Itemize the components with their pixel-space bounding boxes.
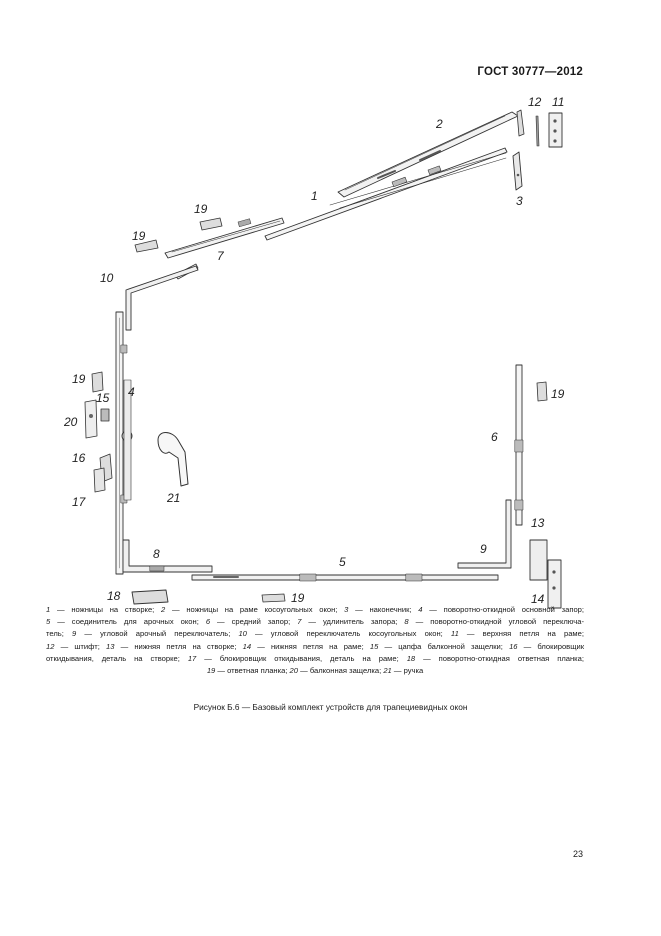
label-10: 10	[100, 271, 114, 285]
label-1: 1	[311, 189, 318, 203]
part-14-bottom-frame-hinge	[548, 560, 561, 608]
label-19-top: 19	[194, 202, 208, 216]
legend-item-number: 20	[289, 666, 298, 676]
part-19-striker-bottom	[262, 594, 285, 602]
legend-row	[46, 616, 584, 628]
label-9: 9	[480, 542, 487, 556]
label-19-left: 19	[72, 372, 86, 386]
part-1-sash-scissors	[265, 148, 507, 240]
part-6-middle-lock	[515, 365, 523, 525]
legend-item-number: 13	[105, 641, 115, 651]
figure-caption: Рисунок Б.6 — Базовый комплект устройств для трапециевидных окон	[193, 702, 468, 712]
legend-item-text: — балконная защелка;	[298, 666, 384, 676]
legend-item-text: — средний запор;	[210, 617, 298, 627]
label-17: 17	[72, 495, 86, 509]
legend-item-text: — блокировщик	[517, 641, 585, 651]
legend-item-number: 17	[187, 653, 197, 663]
legend-item-text: — удлинитель запора;	[301, 617, 405, 627]
legend-row	[46, 604, 584, 616]
label-19-bottom: 19	[291, 591, 305, 605]
part-18-striker-plate	[132, 590, 168, 604]
legend-item-text: — угловой переключатель косоугольных окон;	[246, 629, 451, 639]
label-12: 12	[528, 95, 542, 109]
legend-row	[46, 653, 584, 665]
legend-item-number: 18	[406, 653, 416, 663]
legend-item-text: — штифт;	[54, 641, 106, 651]
legend-item-number: 19	[206, 666, 216, 676]
part-5-connector	[192, 574, 498, 581]
label-14: 14	[531, 592, 545, 606]
part-11-top-frame-hinge	[549, 113, 562, 147]
legend-item-number: 12	[46, 641, 55, 651]
label-11: 11	[552, 95, 565, 109]
legend-item-number: 9	[72, 629, 77, 639]
part-19-striker-top	[135, 218, 222, 252]
label-19-upper-left: 19	[132, 229, 146, 243]
legend-item-text: — поворотно-откидной основной запор;	[422, 605, 584, 614]
standard-number: ГОСТ 30777—2012	[477, 66, 583, 78]
part-3-end-cap	[513, 152, 522, 190]
part-4-main-lock	[116, 312, 132, 574]
part-10-corner-switch	[126, 266, 198, 330]
legend-item-text: — угловой арочный переключатель;	[76, 629, 239, 639]
legend-item-number: 10	[238, 629, 247, 639]
legend-row	[46, 628, 584, 640]
label-6: 6	[491, 430, 498, 444]
legend-item-number: 11	[450, 629, 459, 639]
legend-item-number: 21	[383, 666, 392, 676]
part-20-balcony-catch	[85, 400, 97, 438]
legend-item-text: — ножницы на створке;	[50, 605, 162, 614]
legend-item-number: 7	[297, 617, 302, 627]
label-5: 5	[339, 555, 346, 569]
label-4: 4	[128, 385, 135, 399]
legend-item-text: — ножницы на раме косоугольных окон;	[165, 605, 345, 614]
legend-item-text: — нижняя петля на створке;	[114, 641, 243, 651]
part-13-bottom-sash-hinge	[530, 540, 547, 580]
legend-row	[46, 641, 584, 653]
part-21-handle	[158, 433, 188, 487]
legend-item-text: откидывания, деталь на створке;	[46, 653, 188, 663]
legend-item-number: 16	[509, 641, 518, 651]
label-7: 7	[217, 249, 224, 263]
legend-item-text: — поворотно-откидная ответная планка;	[415, 653, 585, 663]
label-3: 3	[516, 194, 523, 208]
part-19-striker-left	[92, 372, 103, 392]
legend-item-number: 15	[369, 641, 379, 651]
legend-row	[46, 665, 584, 677]
legend-item-number: 1	[46, 605, 51, 614]
label-18: 18	[107, 589, 121, 603]
legend-item-number: 14	[242, 641, 252, 651]
legend-item-text: — нижняя петля на раме;	[251, 641, 370, 651]
label-21: 21	[167, 491, 181, 505]
part-17-tilt-blocker-frame	[94, 468, 105, 492]
label-13: 13	[531, 516, 545, 530]
legend-item-text: — наконечник;	[348, 605, 419, 614]
label-19-right: 19	[551, 387, 565, 401]
legend-item-number: 3	[344, 605, 349, 614]
label-2: 2	[436, 117, 443, 131]
legend-item-number: 6	[205, 617, 211, 627]
legend-item-number: 5	[46, 617, 51, 627]
part-19-striker-right	[537, 382, 547, 401]
label-20: 20	[64, 415, 78, 429]
legend-item-text: тель;	[46, 629, 72, 639]
legend-item-number: 8	[404, 617, 409, 627]
legend-item-text: — ответная планка;	[215, 666, 290, 676]
part-8-corner-switch	[123, 540, 212, 572]
part-12-pin	[517, 110, 539, 146]
legend-item-number: 2	[161, 605, 166, 614]
label-8: 8	[153, 547, 160, 561]
label-16: 16	[72, 451, 86, 465]
page-number: 23	[572, 849, 583, 859]
part-9-arched-corner-switch	[458, 500, 511, 568]
legend-item-text: — цапфа балконной защелки;	[378, 641, 510, 651]
label-15: 15	[96, 391, 110, 405]
legend-item-text: — блокировщик откидывания, деталь на раме;	[196, 653, 407, 663]
legend-item-text: — верхняя петля на раме;	[458, 629, 584, 639]
figure-legend	[46, 604, 584, 677]
legend-item-text: — поворотно-откидной угловой переключа-	[408, 617, 585, 627]
part-15-balcony-trunnion	[101, 409, 109, 421]
part-7-lock-extension	[165, 218, 284, 279]
legend-item-number: 4	[418, 605, 423, 614]
legend-item-text: — соединитель для арочных окон;	[50, 617, 206, 627]
legend-item-text: — ручка	[391, 666, 424, 676]
